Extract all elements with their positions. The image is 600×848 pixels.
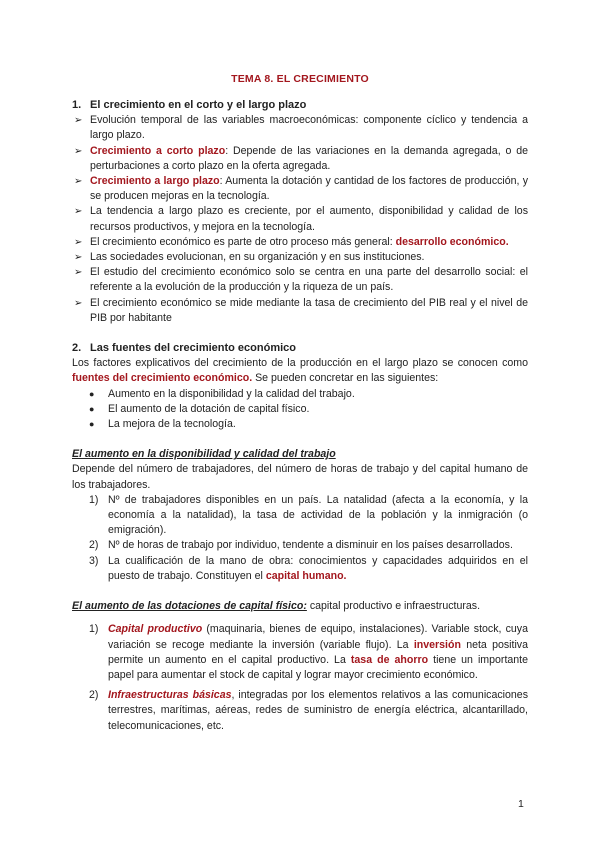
item-number: 2) [89,539,99,552]
item-number: 2) [89,689,99,702]
item-text: (maquinaria, bienes de equipo, instalaciones). Variable stock, cuya variación se recoge mediante la inversión (variable flujo). La [108,623,528,651]
list-item [72,554,528,584]
item-term: desarrollo económico. [395,235,509,248]
section-2-bullets [72,387,528,433]
intro-text: Los factores explicativos del crecimiento de la producción en el largo plazo se conocen como [72,357,528,370]
section-1-list [72,113,528,326]
item-text: El estudio del crecimiento económico solo se centra en una parte del desarrollo social: el referente a la evolución de la producción y la riqueza de un país. [90,266,528,294]
item-term: Capital productivo [108,623,203,636]
item-text: La mejora de la tecnología. [108,418,236,431]
trabajo-heading [72,447,528,462]
list-item [72,250,528,265]
item-text: Nº de trabajadores disponibles en un país. La natalidad (afecta a la economía, y la economía a la natalidad), la tasa de actividad de la población y la inmigración (o emigración). [108,493,528,537]
item-number: 1) [89,623,99,636]
list-item [72,113,528,143]
page-title: TEMA 8. EL CRECIMIENTO [231,73,369,85]
item-term-2: inversión [413,638,461,651]
section-2-number: 2. [72,342,82,355]
section-2-intro [72,356,528,386]
arrow-bullet-icon: ➢ [74,115,83,127]
section-1-number: 1. [72,99,82,111]
arrow-bullet-icon: ➢ [74,252,83,264]
item-text: : Depende de las variaciones en la demanda agregada, o de perturbaciones a corto plazo en la oferta agregada. [90,144,528,172]
arrow-bullet-icon: ➢ [74,176,83,188]
trabajo-list [72,493,528,584]
list-item [72,402,528,417]
arrow-bullet-icon: ➢ [74,236,83,248]
item-text: : Aumenta la dotación y cantidad de los factores de producción, y se producen mejoras en la tecnología. [90,175,528,203]
item-text-3: tiene un importante papel para aumentar el stock de capital y lograr mayor crecimiento económico. [108,653,529,681]
item-text: Las sociedades evolucionan, en su organización y en sus instituciones. [90,251,425,264]
dot-bullet-icon: ● [89,388,95,399]
list-item [72,265,528,295]
list-item [72,144,528,174]
item-text: , integradas por los elementos relativos a las comunicaciones terrestres, marítimas, aéreas, redes de suministro de energía eléctrica, alcantarillado, telecomunicaciones, etc. [108,689,528,732]
item-number: 1) [89,493,99,506]
item-text: La cualificación de la mano de obra: conocimientos y capacidades adquiridos en el puesto de trabajo. Constituyen el [108,554,528,582]
item-text: Nº de horas de trabajo por individuo, tendente a disminuir en los países desarrollados. [108,539,513,552]
dot-bullet-icon: ● [89,403,95,414]
item-term: Crecimiento a corto plazo [90,144,226,157]
list-item [72,296,528,326]
page-number: 1 [518,798,524,810]
item-term: Infraestructuras básicas [108,689,232,702]
item-term: capital humano. [265,569,347,582]
section-1-title: El crecimiento en el corto y el largo plazo [90,99,307,111]
section-2-title: Las fuentes del crecimiento económico [90,342,297,355]
section-2-heading [72,341,528,356]
capital-heading [72,599,528,614]
item-text: Evolución temporal de las variables macroeconómicas: componente cíclico y tendencia a largo plazo. [90,114,528,142]
item-text: Aumento en la disponibilidad y la calidad del trabajo. [108,387,355,400]
trabajo-heading-text: El aumento en la disponibilidad y calidad del trabajo [72,448,336,461]
arrow-bullet-icon: ➢ [74,297,83,309]
arrow-bullet-icon: ➢ [74,145,83,157]
capital-heading-text: El aumento de las dotaciones de capital físico: [72,600,307,613]
trabajo-intro: Depende del número de trabajadores, del número de horas de trabajo y del capital humano de los trabajadores. [72,463,528,491]
list-item [72,688,528,734]
list-item [72,417,528,432]
list-item [72,493,528,539]
capital-heading-suffix: capital productivo e infraestructuras. [306,600,481,613]
item-term: Crecimiento a largo plazo [90,175,220,188]
list-item [72,387,528,402]
list-item [72,622,528,683]
item-text: El aumento de la dotación de capital físico. [108,402,310,415]
item-text: El crecimiento económico se mide mediante la tasa de crecimiento del PIB real y el nivel de PIB por habitante [90,296,528,324]
list-item [72,204,528,234]
list-item [72,235,528,250]
intro-text-end: Se pueden concretar en las siguientes: [252,372,439,385]
capital-list [72,622,528,733]
arrow-bullet-icon: ➢ [74,267,83,279]
list-item [72,174,528,204]
intro-term: fuentes del crecimiento económico. [72,372,253,385]
item-text-2: neta positiva permite un aumento en el capital productivo. La [108,638,528,666]
list-item [72,538,528,553]
item-text: El crecimiento económico es parte de otro proceso más general: [90,235,396,248]
item-term-3: tasa de ahorro [350,653,429,666]
dot-bullet-icon: ● [89,419,95,430]
item-text: La tendencia a largo plazo es creciente, por el aumento, disponibilidad y calidad de los recursos productivos, y mejora en la tecnología. [90,205,528,233]
item-number: 3) [89,554,99,567]
document-body [72,98,528,734]
arrow-bullet-icon: ➢ [74,206,83,218]
section-1-heading [72,98,528,113]
